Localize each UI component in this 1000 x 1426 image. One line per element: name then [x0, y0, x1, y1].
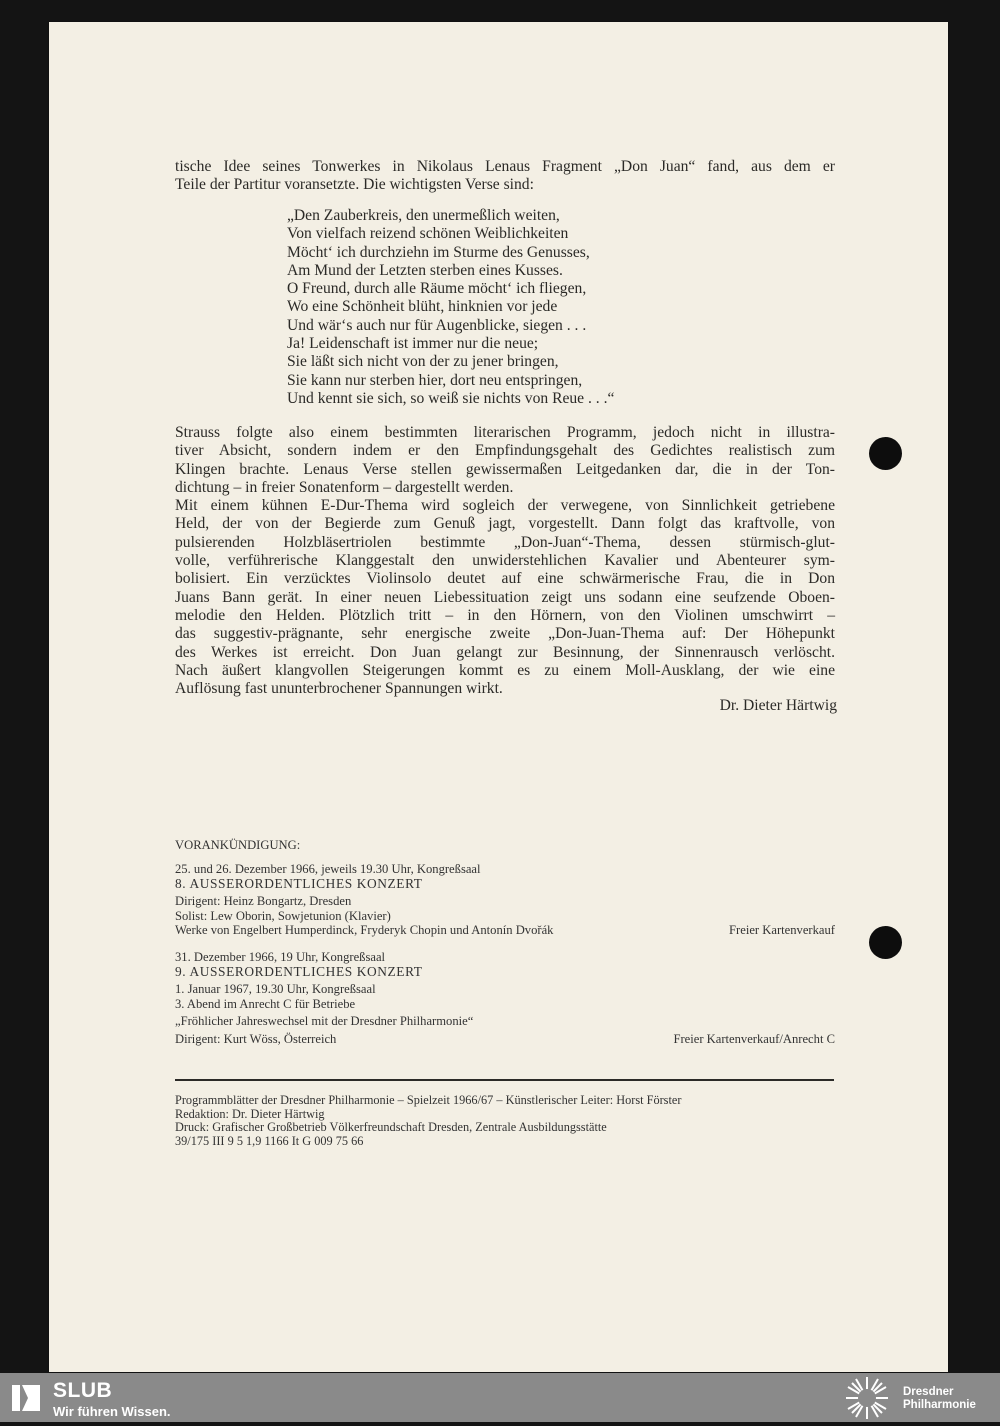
paragraph-line: das suggestiv-prägnante, sehr energische zweite „Don-Juan-Thema auf: Der Höhepunkt: [175, 625, 835, 643]
concert-conductor: Dirigent: Heinz Bongartz, Dresden: [175, 894, 352, 908]
paragraph-line: pulsierenden Holzbläsertriolen bestimmte „Don-Juan“-Thema, dessen stürmisch-glut-: [175, 533, 835, 551]
punch-hole: [869, 926, 902, 959]
intro-line-2: Teile der Partitur voransetzte. Die wichtigsten Verse sind:: [175, 176, 534, 194]
paragraph-line: tiver Absicht, sondern indem er den Empfindungsgehalt des Gedichtes realistisch zum: [175, 442, 835, 460]
concert-conductor-row: [175, 1032, 835, 1047]
poem-line: „Den Zauberkreis, den unermeßlich weiten,: [287, 207, 560, 224]
concert-date-2: 1. Januar 1967, 19.30 Uhr, Kongreßsaal: [175, 982, 376, 996]
paragraph-line: Held, der von der Begierde zum Genuß jagt, vorgestellt. Dann folgt das kraftvolle, von: [175, 515, 835, 533]
intro-line-1: tische Idee seines Tonwerkes in Nikolaus Lenaus Fragment „Don Juan“ fand, aus dem er: [175, 158, 835, 175]
concert-title: 9. AUSSERORDENTLICHES KONZERT: [175, 963, 423, 979]
intro-text: [175, 158, 835, 195]
paragraph-line: melodie den Helden. Plötzlich tritt – in den Hörnern, von den Violinen umschwirrt –: [175, 606, 835, 624]
poem-line: Ja! Leidenschaft ist immer nur die neue;: [287, 335, 539, 353]
concert-works-row: [175, 923, 835, 938]
paragraph-line: Mit einem kühnen E-Dur-Thema wird sogleich der verwegene, von Sinnlichkeit getriebene: [175, 497, 835, 515]
philharmonie-logo-icon[interactable]: [844, 1375, 890, 1426]
concert-date: 31. Dezember 1966, 19 Uhr, Kongreßsaal: [175, 950, 386, 964]
slub-tagline: Wir führen Wissen.: [53, 1404, 171, 1419]
announcement-heading: VORANKÜNDIGUNG:: [175, 838, 301, 852]
poem-quote: [287, 207, 614, 408]
slub-name[interactable]: SLUB: [53, 1379, 113, 1402]
paragraph-line: Strauss folgte also einem bestimmten literarischen Programm, jedoch nicht in illustra-: [175, 424, 835, 441]
paragraph-line: bolisiert. Ein verzücktes Violinsolo deutet auf eine schwärmerische Frau, die in Don: [175, 570, 835, 588]
paragraph-line: Juans Bann gerät. In einer neuen Liebessituation zeigt uns sodann eine seufzende Oboen-: [175, 588, 835, 606]
paragraph-line: Klingen brachte. Lenaus Verse stellen gewissermaßen Leitgedanken dar, die in der Ton-: [175, 460, 835, 478]
library-footer-bar: [0, 1373, 1000, 1422]
poem-line: Am Mund der Letzten sterben eines Kusses.: [287, 261, 563, 279]
poem-line: Sie kann nur sterben hier, dort neu entspringen,: [287, 371, 583, 389]
poem-line: Möcht‘ ich durchziehn im Sturme des Genusses,: [287, 243, 590, 261]
paragraph-line: dichtung – in freier Sonatenform – dargestellt werden.: [175, 478, 514, 496]
partner-line: Philharmonie: [903, 1398, 976, 1411]
concert-date: 25. und 26. Dezember 1966, jeweils 19.30 Uhr, Kongreßsaal: [175, 862, 481, 876]
imprint-line: 39/175 III 9 5 1,9 1166 It G 009 75 66: [175, 1133, 364, 1148]
ticket-info: Freier Kartenverkauf: [729, 923, 835, 937]
poem-line: Sie läßt sich nicht von der zu jener bringen,: [287, 353, 559, 371]
paragraph-line: des Werkes ist erreicht. Don Juan gelangt zur Besinnung, der Sinnenrausch verlöscht.: [175, 643, 835, 661]
poem-line: O Freund, durch alle Räume möcht‘ ich fliegen,: [287, 280, 587, 298]
concert-title: 8. AUSSERORDENTLICHES KONZERT: [175, 875, 423, 891]
concert-motto: „Fröhlicher Jahreswechsel mit der Dresdner Philharmonie“: [175, 1014, 474, 1028]
ticket-info: Freier Kartenverkauf/Anrecht C: [673, 1031, 835, 1046]
concert-soloist: Solist: Lew Oborin, Sowjetunion (Klavier): [175, 908, 391, 923]
main-text: [175, 424, 835, 698]
punch-hole: [869, 437, 902, 470]
poem-line: Und wär‘s auch nur für Augenblicke, siegen . . .: [287, 316, 587, 334]
poem-line: Von vielfach reizend schönen Weiblichkeiten: [287, 225, 569, 243]
paragraph-line: volle, verführerische Klanggestalt den unwiderstehlichen Kavalier und Abenteurer sym-: [175, 552, 835, 570]
concert-subscription: 3. Abend im Anrecht C für Betriebe: [175, 996, 356, 1011]
document-page: [49, 22, 948, 1372]
imprint-line: Druck: Grafischer Großbetrieb Völkerfreundschaft Dresden, Zentrale Ausbildungsstätte: [175, 1120, 607, 1135]
concert-conductor: Dirigent: Kurt Wöss, Österreich: [175, 1031, 337, 1046]
partner-line: Dresdner: [903, 1386, 954, 1398]
poem-line: Wo eine Schönheit blüht, hinknien vor jede: [287, 298, 558, 316]
imprint-line: Redaktion: Dr. Dieter Härtwig: [175, 1106, 325, 1121]
concert-2: [175, 950, 835, 1046]
slub-logo-icon[interactable]: [10, 1381, 44, 1420]
paragraph-line: Auflösung fast ununterbrochener Spannungen wirkt.: [175, 680, 503, 698]
concert-1: [175, 862, 835, 938]
paragraph-line: Nach äußert klangvollen Steigerungen kommt es zu einem Moll-Ausklang, der wie eine: [175, 661, 835, 679]
poem-line: Und kennt sie sich, so weiß sie nichts von Reue . . .“: [287, 389, 615, 407]
divider-rule: [175, 1079, 834, 1081]
imprint: [175, 1094, 835, 1148]
imprint-line: Programmblätter der Dresdner Philharmonie – Spielzeit 1966/67 – Künstlerischer Leiter: Horst Förster: [175, 1093, 682, 1107]
concert-works: Werke von Engelbert Humperdinck, Fryderyk Chopin und Antonín Dvořák: [175, 923, 554, 937]
author-signature: Dr. Dieter Härtwig: [719, 697, 837, 714]
philharmonie-wordmark: [903, 1386, 976, 1411]
